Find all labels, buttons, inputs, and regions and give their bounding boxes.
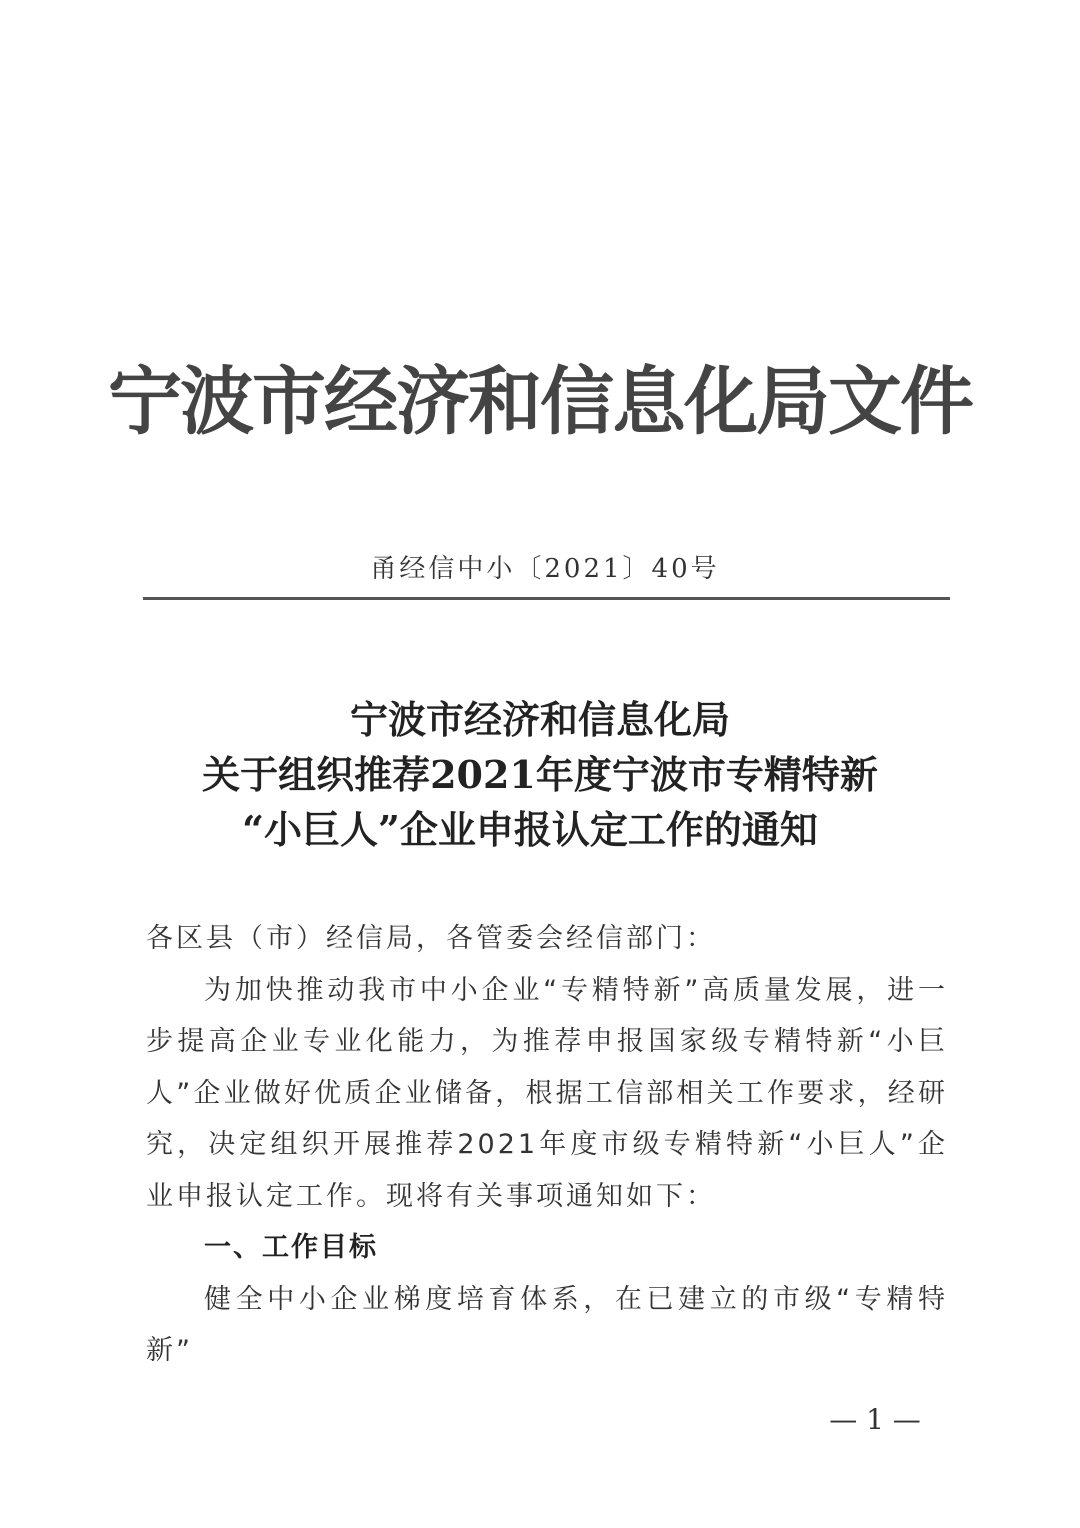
- intro-paragraph: 为加快推动我市中小企业“专精特新”高质量发展，进一步提高企业专业化能力，为推荐申报国家级专精特新“小巨人”企业做好优质企业储备，根据工信部相关工作要求，经研究，决定组织开展推荐2021年度市级专精特新“小巨人”企业申报认定工作。现将有关事项通知如下：: [146, 974, 948, 1212]
- section-heading: 一、工作目标: [204, 1232, 378, 1263]
- header-divider: [143, 597, 950, 600]
- document-body: [146, 913, 948, 1377]
- document-title: [0, 692, 1080, 857]
- title-line-3: “小巨人”企业申报认定工作的通知: [242, 807, 818, 852]
- document-masthead: 宁波市经济和信息化局文件: [108, 359, 972, 445]
- document-number: 甬经信中小〔2021〕40号: [370, 554, 720, 584]
- page-number: — 1 —: [829, 1403, 921, 1436]
- title-line-2: 关于组织推荐2021年度宁波市专精特新: [202, 752, 878, 797]
- title-line-1: 宁波市经济和信息化局: [349, 697, 730, 742]
- salutation: 各区县（市）经信局，各管委会经信部门：: [146, 923, 716, 954]
- section-paragraph: 健全中小企业梯度培育体系，在已建立的市级“专精特新”: [146, 1283, 948, 1366]
